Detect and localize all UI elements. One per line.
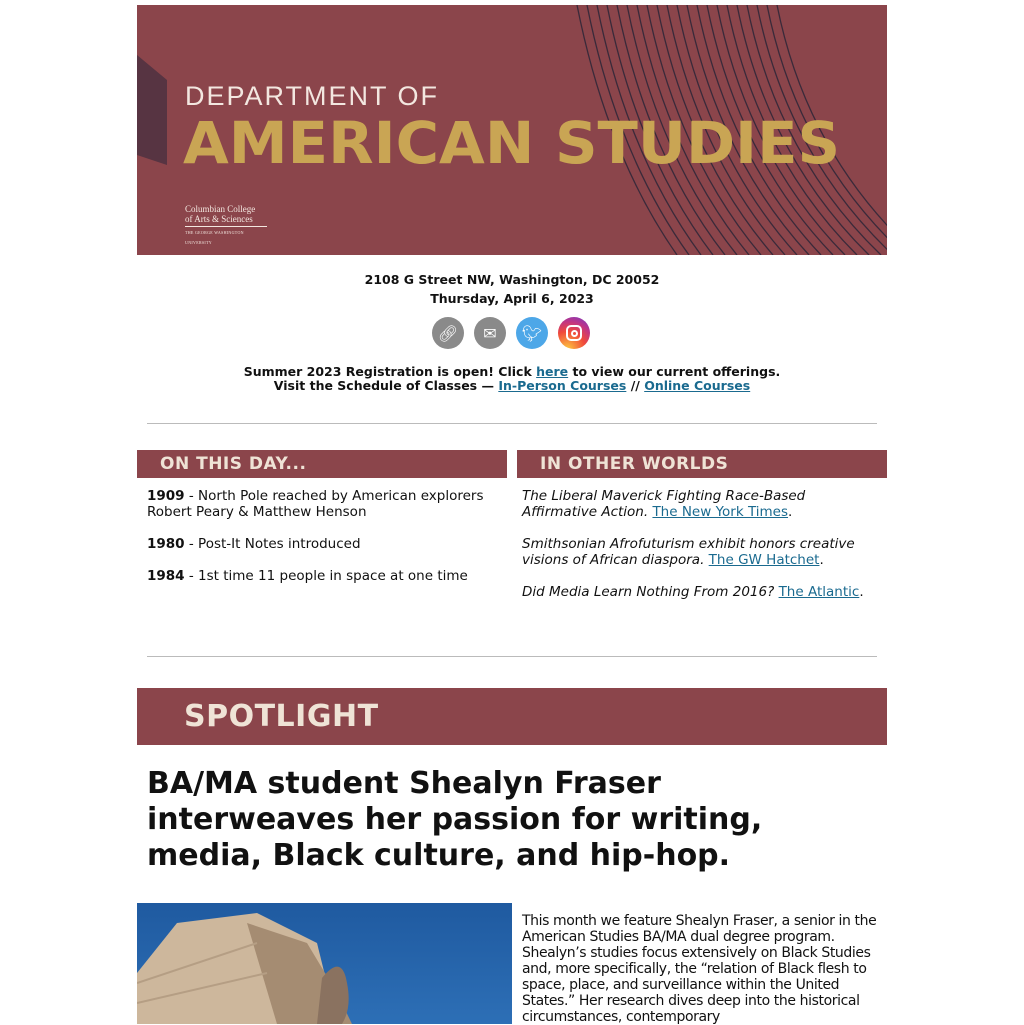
- banner-line1: DEPARTMENT OF: [185, 81, 440, 111]
- college-name-2: of Arts & Sciences: [185, 214, 253, 224]
- other-worlds-header: IN OTHER WORLDS: [517, 450, 887, 478]
- banner-line2: AMERICAN STUDIES: [183, 109, 841, 177]
- in-person-courses-link[interactable]: In-Person Courses: [498, 378, 627, 393]
- online-courses-link[interactable]: Online Courses: [644, 378, 751, 393]
- instagram-icon[interactable]: [558, 317, 590, 349]
- list-item: Smithsonian Afrofuturism exhibit honors creative visions of African diaspora. The GW Hatchet.: [522, 536, 855, 568]
- list-item: 1909 - North Pole reached by American explorers Robert Peary & Matthew Henson: [147, 488, 484, 520]
- date: Thursday, April 6, 2023: [430, 291, 594, 306]
- on-this-day-header: ON THIS DAY...: [137, 450, 507, 478]
- on-this-day-list: [147, 488, 507, 600]
- email-icon[interactable]: ✉: [474, 317, 506, 349]
- list-item: The Liberal Maverick Fighting Race-Based Affirmative Action. The New York Times.: [522, 488, 806, 520]
- college-name-1: Columbian College: [185, 204, 256, 214]
- registration-notice: [137, 365, 887, 393]
- spotlight-headline: BA/MA student Shealyn Fraser interweaves her passion for writing, media, Black culture, and hip-hop.: [147, 766, 763, 873]
- department-banner: [137, 5, 887, 255]
- divider: [147, 656, 877, 657]
- university-name: THE GEORGE WASHINGTON UNIVERSITY: [185, 226, 267, 248]
- college-logo: [185, 204, 267, 248]
- twitter-icon[interactable]: 🐦︎: [516, 317, 548, 349]
- list-item: 1980 - Post-It Notes introduced: [147, 536, 361, 552]
- link-icon[interactable]: 🔗︎: [432, 317, 464, 349]
- list-item: Did Media Learn Nothing From 2016? The Atlantic.: [522, 584, 864, 600]
- article-link[interactable]: The New York Times: [652, 504, 789, 520]
- registration-text: Summer 2023 Registration is open! Click: [243, 364, 537, 379]
- schedule-text: Visit the Schedule of Classes —: [273, 378, 499, 393]
- other-worlds-list: [522, 488, 882, 616]
- spotlight-header: SPOTLIGHT: [137, 688, 887, 745]
- divider: [147, 423, 877, 424]
- registration-text-end: to view our current offerings.: [568, 364, 781, 379]
- article-link[interactable]: The GW Hatchet: [708, 552, 820, 568]
- article-link[interactable]: The Atlantic: [778, 584, 860, 600]
- list-item: 1984 - 1st time 11 people in space at one time: [147, 568, 468, 584]
- registration-link[interactable]: here: [536, 364, 569, 379]
- spotlight-photo: [137, 903, 512, 1024]
- spotlight-body: This month we feature Shealyn Fraser, a senior in the American Studies BA/MA dual degree program. Shealyn’s studies focus extensively on Black Studies and, more specifically, the “relation of Black flesh to space, place, and surveillance within the United States.” Her research dives deep into the historical circumstances, contemporary: [522, 913, 877, 1025]
- address: 2108 G Street NW, Washington, DC 20052: [364, 272, 660, 287]
- header-info: [137, 270, 887, 308]
- social-links: [432, 317, 590, 349]
- separator: //: [626, 378, 645, 393]
